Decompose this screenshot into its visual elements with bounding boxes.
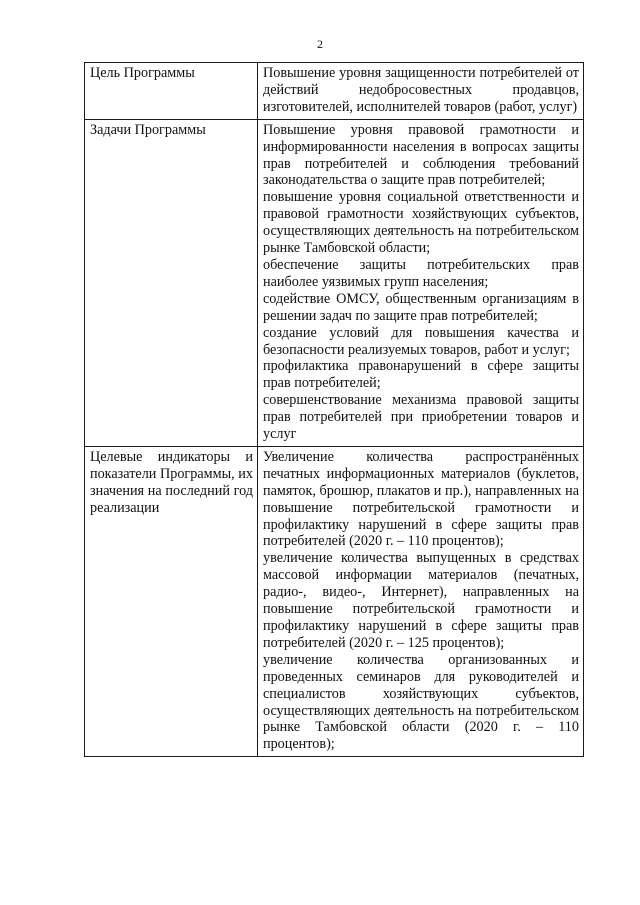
task-item: содействие ОМСУ, общественным организациям в решении задач по защите прав потребителей; — [263, 290, 579, 324]
table-row-indicators — [85, 446, 584, 756]
program-passport-table — [84, 62, 584, 757]
page-number: 2 — [317, 37, 323, 51]
task-item: Повышение уровня правовой грамотности и информированности населения в вопросах защиты прав потребителей и соблюдения требований законодательства о защите прав потребителей; — [263, 121, 579, 189]
indicator-item: Увеличение количества распространённых печатных информационных материалов (буклетов, памяток, брошюр, плакатов и пр.), направленных на повышение потребительской грамотности и профилактику нарушений в сфере защиты прав потребителей (2020 г. – 110 процентов); — [263, 448, 579, 550]
row-label-tasks: Задачи Программы — [85, 119, 258, 446]
row-value-tasks — [258, 119, 584, 446]
indicator-item: увеличение количества выпущенных в средствах массовой информации материалов (печатных, радио-, видео-, Интернет), направленных на повышение потребительской грамотности и профилактику нарушений в сфере защиты прав потребителей (2020 г. – 125 процентов); — [263, 550, 579, 651]
row-label-indicators: Целевые индикаторы и показатели Программы, их значения на последний год реализации — [85, 446, 258, 756]
task-item: совершенствование механизма правовой защиты прав потребителей при приобретении товаров и услуг — [263, 392, 579, 443]
task-item: обеспечение защиты потребительских прав наиболее уязвимых групп населения; — [263, 256, 579, 290]
task-item: повышение уровня социальной ответственности и правовой грамотности хозяйствующих субъектов, осуществляющих деятельность на потребительском рынке Тамбовской области; — [263, 189, 579, 257]
indicator-item: увеличение количества организованных и проведенных семинаров для руководителей и специалистов хозяйствующих субъектов, осуществляющих деятельность на потребительском рынке Тамбовской области (2020 г. – 110 процентов); — [263, 651, 579, 753]
table-row-tasks — [85, 119, 584, 446]
row-value-indicators — [258, 446, 584, 756]
goal-text: Повышение уровня защищенности потребителей от действий недобросовестных продавцов, изготовителей, исполнителей товаров (работ, услуг) — [263, 65, 579, 115]
task-item: создание условий для повышения качества и безопасности реализуемых товаров, работ и услуг; — [263, 324, 579, 358]
row-label-goal: Цель Программы — [85, 63, 258, 120]
row-value-goal — [258, 63, 584, 120]
task-item: профилактика правонарушений в сфере защиты прав потребителей; — [263, 358, 579, 392]
table-row-goal — [85, 63, 584, 120]
